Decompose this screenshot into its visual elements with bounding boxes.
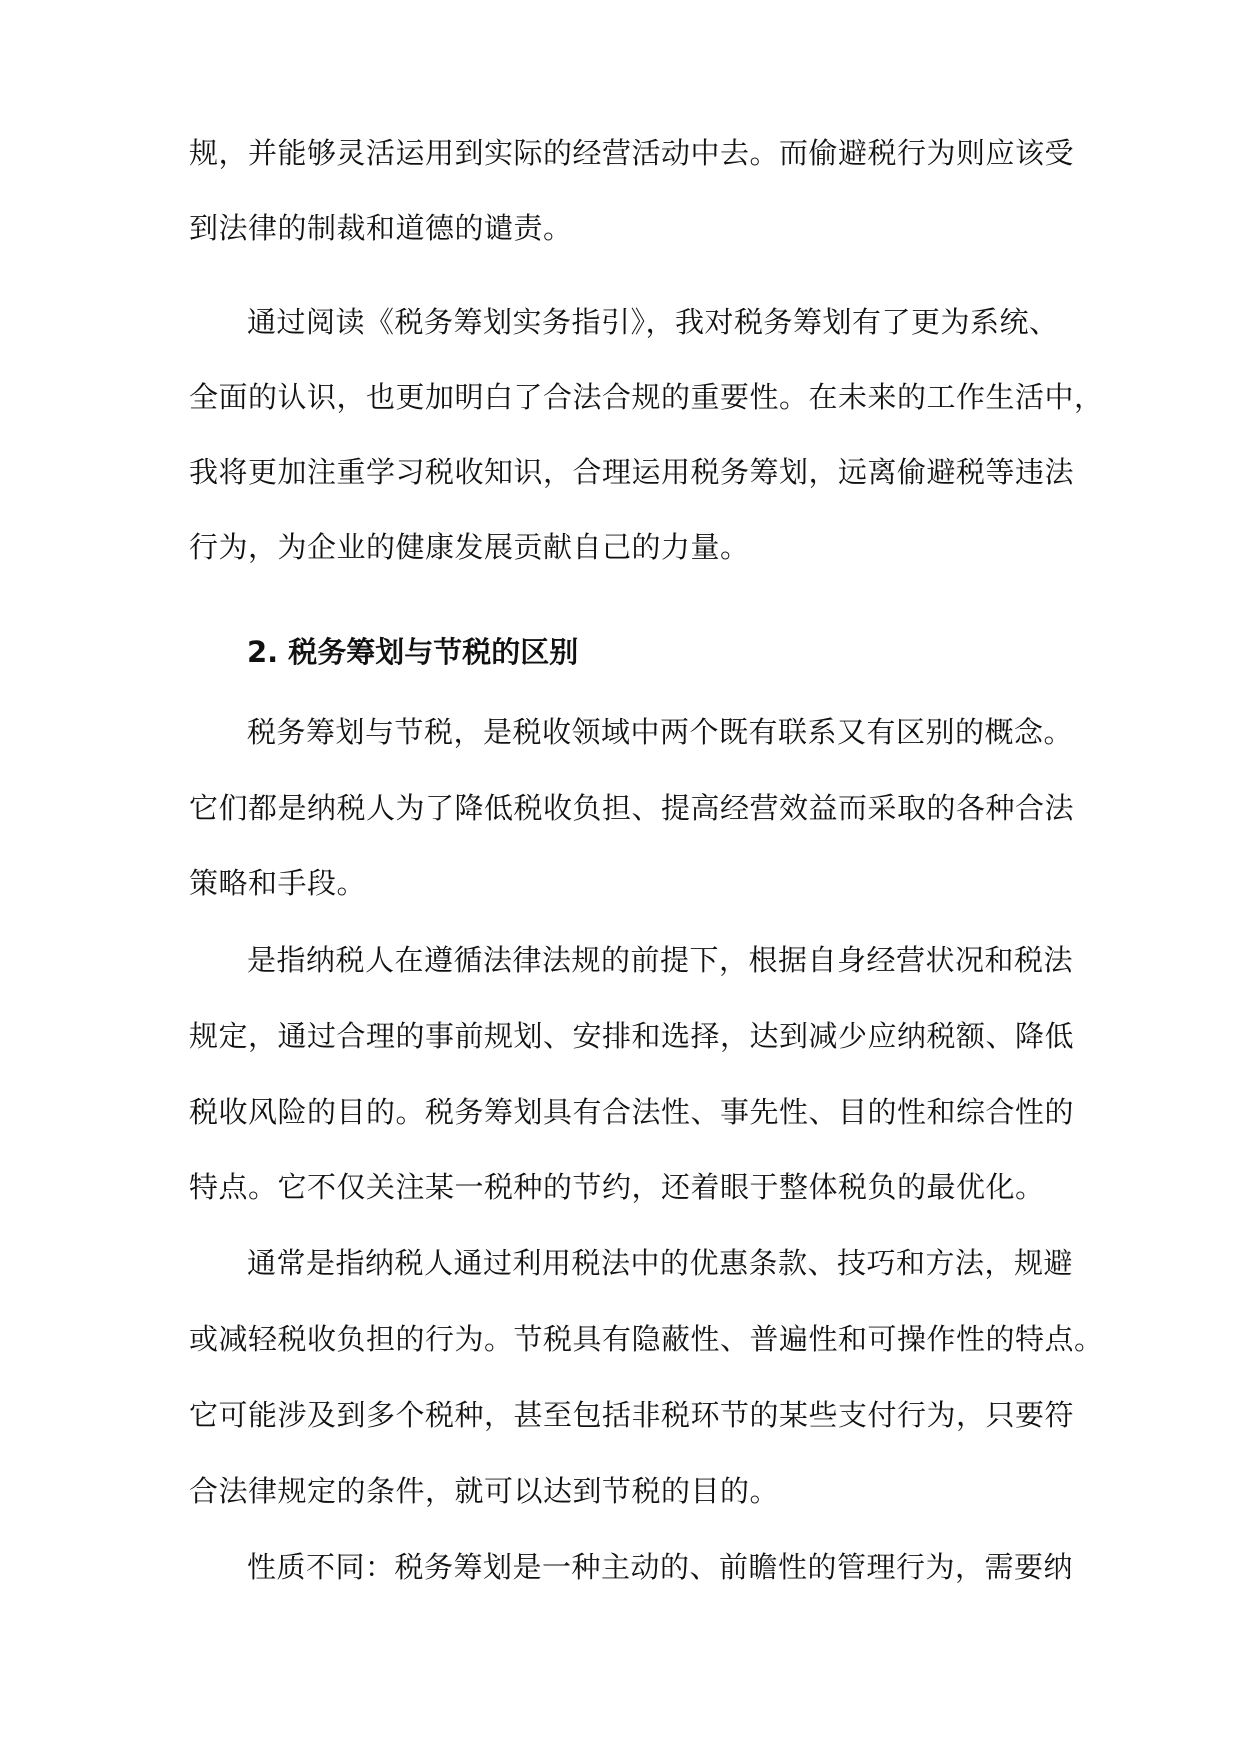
paragraph-line: 策略和手段。: [189, 866, 367, 900]
paragraph-line: 规，并能够灵活运用到实际的经营活动中去。而偷避税行为则应该受: [189, 136, 1075, 170]
paragraph-line: 或减轻税收负担的行为。节税具有隐蔽性、普遍性和可操作性的特点。: [189, 1322, 1104, 1356]
paragraph-line: 是指纳税人在遵循法律法规的前提下，根据自身经营状况和税法: [247, 943, 1074, 977]
paragraph-line: 全面的认识，也更加明白了合法合规的重要性。在未来的工作生活中，: [189, 380, 1104, 414]
paragraph-line: 它可能涉及到多个税种，甚至包括非税环节的某些支付行为，只要符: [189, 1398, 1075, 1432]
paragraph-line: 行为，为企业的健康发展贡献自己的力量。: [189, 530, 750, 564]
paragraph-line: 规定，通过合理的事前规划、安排和选择，达到减少应纳税额、降低: [189, 1019, 1075, 1053]
paragraph-line: 它们都是纳税人为了降低税收负担、提高经营效益而采取的各种合法: [189, 791, 1075, 825]
paragraph-line: 合法律规定的条件，就可以达到节税的目的。: [189, 1474, 780, 1508]
paragraph-line: 通常是指纳税人通过利用税法中的优惠条款、技巧和方法，规避: [247, 1246, 1074, 1280]
paragraph-line: 通过阅读《税务筹划实务指引》，我对税务筹划有了更为系统、: [247, 305, 1059, 339]
section-heading: 2. 税务筹划与节税的区别: [247, 635, 579, 669]
paragraph-line: 我将更加注重学习税收知识，合理运用税务筹划，远离偷避税等违法: [189, 455, 1075, 489]
paragraph-line: 性质不同：税务筹划是一种主动的、前瞻性的管理行为，需要纳: [247, 1550, 1074, 1584]
paragraph-line: 特点。它不仅关注某一税种的节约，还着眼于整体税负的最优化。: [189, 1170, 1045, 1204]
paragraph-line: 税收风险的目的。税务筹划具有合法性、事先性、目的性和综合性的: [189, 1095, 1075, 1129]
paragraph-line: 到法律的制裁和道德的谴责。: [189, 211, 573, 245]
paragraph-line: 税务筹划与节税，是税收领域中两个既有联系又有区别的概念。: [247, 715, 1074, 749]
